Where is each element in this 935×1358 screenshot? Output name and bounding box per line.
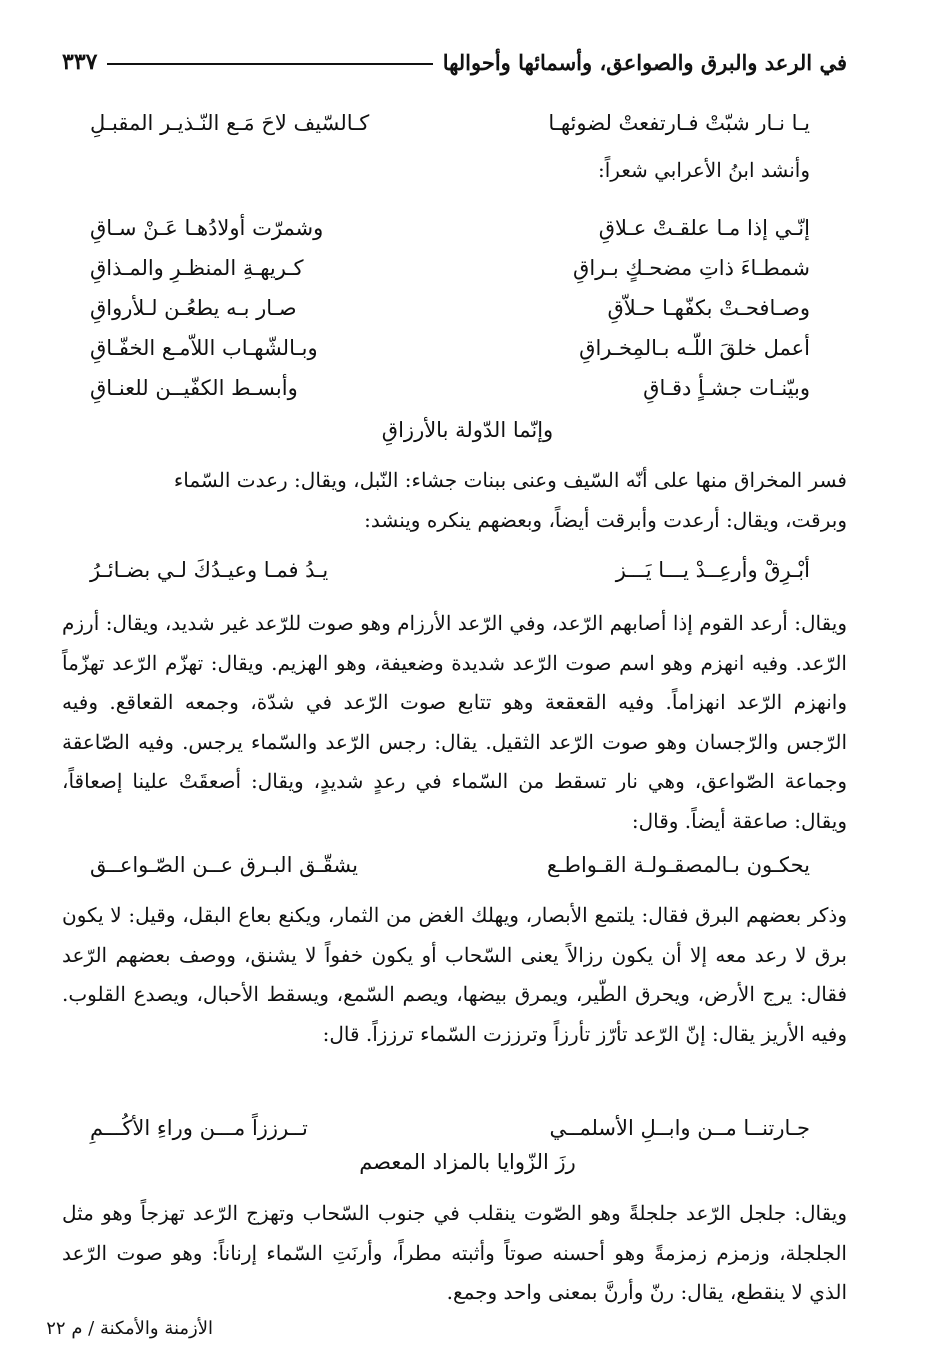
hemistich-first: وبيّنـات جشـأٍ دقـاقِ (643, 376, 810, 400)
poem-intro: وأنشد ابنُ الأعرابي شعراً: (597, 158, 810, 182)
hemistich-second: تــرززاً مـــن وراءِ الأكُـــمِ (90, 1116, 308, 1140)
hemistich-first: أبْـرِقْ وأرعِــدْ يـــا يَـــز (615, 558, 810, 582)
paragraph: وذكر بعضهم البرق فقال: يلتمع الأبصار، ويهلك الغض من الثمار، ويكنع بعاع البقل، وقيل: لا يكون برق لا رعد معه إلا أن يكون رزالاً يعنى السّحاب أو يكون خفواً لا يشنق، ووصف بعضهم الرّعد فقال: يرج الأرض، ويحرق الطّير، ويمرق بيضها، ويصم السّمع، ويسقط الأحبال، ويصدع القلوب. وفيه الأريز يقال: إنّ الرّعد تأرّز تأرزاً وترززت السّماء ترززاً. قال: (62, 903, 847, 1046)
hemistich-first: وصـافحـتْ بكفّهـا حـلاّقِ (607, 296, 810, 320)
hemistich-second: وبـالشّهـاب اللاّمـع الخفّـاقِ (90, 336, 318, 360)
hemistich-first: شمطـاءَ ذاتِ مضحـكٍ بـراقِ (573, 256, 810, 280)
verse-line (90, 550, 810, 590)
hemistich-second: كـالسّيف لاحَ مَـع النّـذيـر المقبـلِ (90, 111, 370, 135)
verse-closing-line: وإنّما الدّولة بالأرزاقِ (381, 418, 554, 442)
verse-line (90, 845, 810, 885)
paragraph-line: فسر المخراق منها على أنّه السّيف وعنى ببنات جشاء: النّبل، ويقال: رعدت السّماء (173, 468, 847, 492)
paragraph: ويقال: جلجل الرّعد جلجلةً وهو الصّوت ينقلب في جنوب السّحاب وتهزج الرّعد تهزجاً وهو مثل الجلجلة، وزمزم زمزمةً وهو أحسنه صوتاً وأثبته مطراً، وأرنَتِ السّماء إرناناً: وهو صوت الرّعد الذي لا ينقطع، يقال: رنّ وأرنَّ بمعنى واحد وجمع. (62, 1201, 847, 1304)
verse-closing-line: رزَ الزّوايا بالمزاد المعصم (359, 1150, 576, 1174)
hemistich-first: يحكـون بـالمصقـولـة القـواطـع (546, 853, 810, 877)
hemistich-second: وأبسـط الكفّيــن للعنـاقِ (90, 376, 298, 400)
hemistich-second: كـريهـةِ المنظـرِ والمـذاقِ (90, 256, 304, 280)
verse-line (90, 368, 810, 408)
page-number: ٣٣٧ (62, 49, 98, 75)
verse-line (90, 208, 810, 248)
hemistich-first: يـا نـار شبّتْ فـارتفعتْ لضوئهـا (548, 111, 810, 135)
paragraph: ويقال: أرعد القوم إذا أصابهم الرّعد، وفي الرّعد الأرزام وهو صوت للرّعد غير شديد، ويقال: أرزم الرّعد. وفيه انهزم وهو اسم صوت الرّعد شديدة وضعيفة، وهو الهزيم. ويقال: تهزّم الرّعد تهزّماً وانهزم الرّعد انهزاماً. وفيه القعقعة وهو تتابع صوت الرّعد في شدّة، وجمعه القعاقع. وفيه الرّجس والرّجسان وهو صوت الرّعد الثقيل. يقال: رجس الرّعد والسّماء يرجس. وفيه الصّاعقة وجماعة الصّواعق، وهي نار تسقط من السّماء في رعدٍ شديدٍ، ويقال: أصعقَتْ علينا إصعاقاً، ويقال: صاعقة أيضاً. وقال: (62, 611, 847, 833)
hemistich-first: إنّـي إذا مـا علقـتْ عـلاقِ (598, 216, 810, 240)
hemistich-second: يـدُ فمـا وعيـدُكَ لـي بضـائـرُ (90, 558, 329, 582)
verse-line (90, 288, 810, 328)
hemistich-first: جـارتنــا مــن وابــلِ الأسلمــي (549, 1116, 810, 1140)
hemistich-first: أعمل خلقَ اللّـه بـالمِخـراقِ (579, 336, 810, 360)
chapter-title: في الرعد والبرق والصواعق، وأسمائها وأحوالها (442, 49, 847, 75)
hemistich-second: يشقّـق البـرق عــن الصّـواعــق (90, 853, 358, 877)
paragraph-line: وبرقت، ويقال: أرعدت وأبرقت أيضاً، وبعضهم ينكره وينشد: (364, 508, 847, 532)
verse-line (90, 248, 810, 288)
verse-line (90, 103, 810, 143)
verse-line (90, 1108, 810, 1148)
hemistich-second: وشمرّت أولادُهـا عَـنْ سـاقِ (90, 216, 324, 240)
footer-signature: الأزمنة والأمكنة / م ٢٢ (46, 1318, 213, 1339)
verse-line (90, 328, 810, 368)
header-rule (107, 63, 432, 65)
hemistich-second: صـار بـه يطعُـن لـلأرواقِ (90, 296, 297, 320)
running-header (62, 40, 847, 84)
